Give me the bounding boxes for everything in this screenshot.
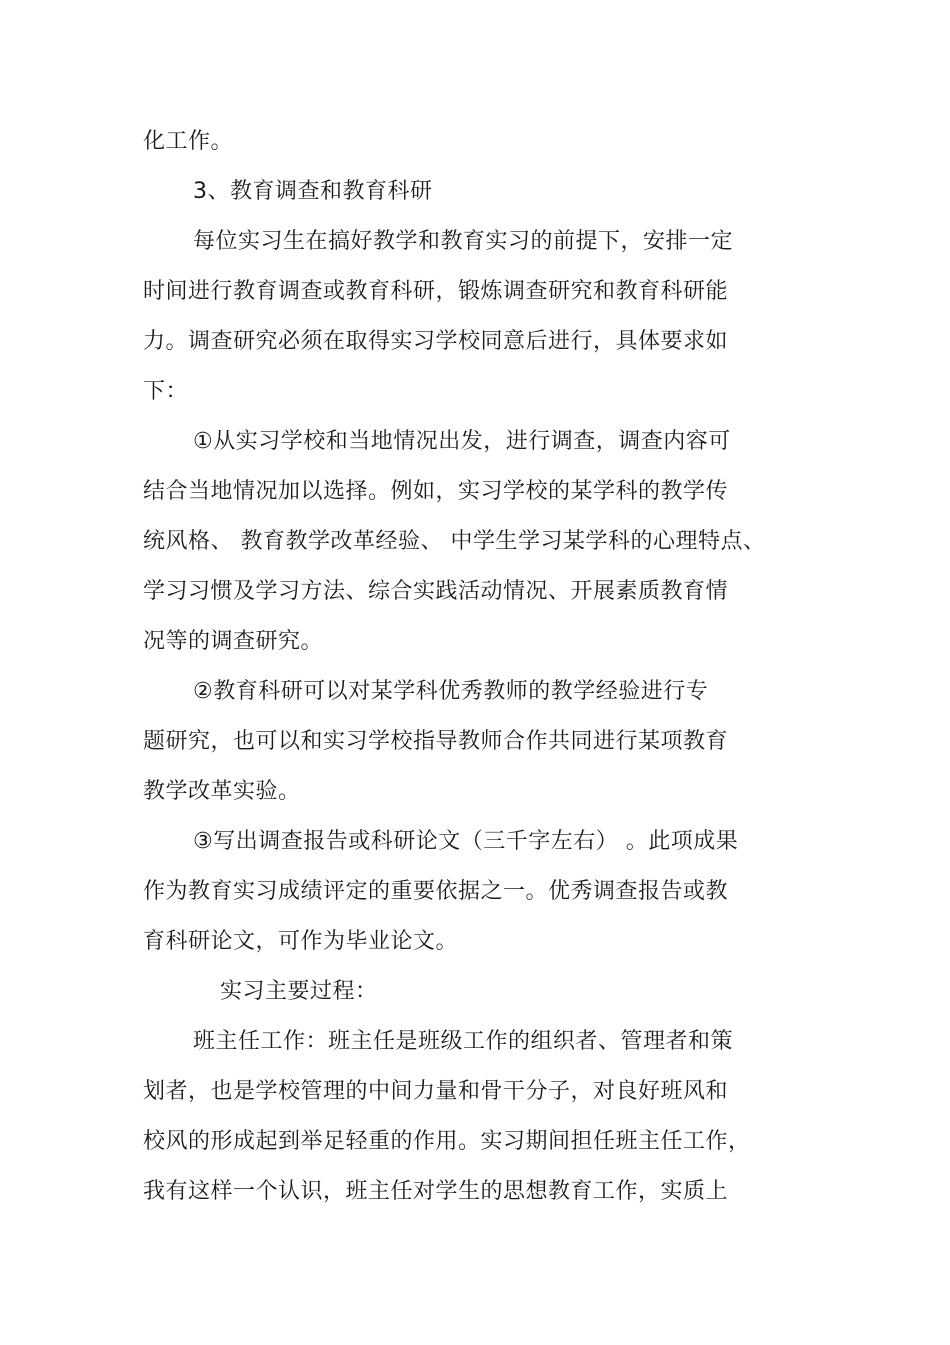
text-line: 学习习惯及学习方法、综合实践活动情况、开展素质教育情 xyxy=(143,579,729,604)
text-line: 力。调查研究必须在取得实习学校同意后进行，具体要求如 xyxy=(143,329,729,354)
text-line: 每位实习生在搞好教学和教育实习的前提下，安排一定 xyxy=(193,229,734,254)
text-line: 我有这样一个认识，班主任对学生的思想教育工作，实质上 xyxy=(143,1179,729,1204)
text-line: 班主任工作：班主任是班级工作的组织者、管理者和策 xyxy=(193,1029,734,1054)
text-line: 下： xyxy=(143,379,189,404)
section-heading: 实习主要过程： xyxy=(220,979,378,1004)
text-line: ①从实习学校和当地情况出发，进行调查，调查内容可 xyxy=(193,429,731,454)
text-line: ②教育科研可以对某学科优秀教师的教学经验进行专 xyxy=(193,679,709,704)
section-heading: 3、教育调查和教育科研 xyxy=(193,179,433,204)
text-line: 划者，也是学校管理的中间力量和骨干分子，对良好班风和 xyxy=(143,1079,729,1104)
text-line: 况等的调查研究。 xyxy=(143,629,324,654)
text-line: 校风的形成起到举足轻重的作用。实习期间担任班主任工作， xyxy=(143,1129,751,1154)
text-line: 作为教育实习成绩评定的重要依据之一。优秀调查报告或教 xyxy=(143,879,729,904)
text-line: 时间进行教育调查或教育科研，锻炼调查研究和教育科研能 xyxy=(143,279,729,304)
text-line: 育科研论文，可作为毕业论文。 xyxy=(143,929,459,954)
text-line: 结合当地情况加以选择。例如，实习学校的某学科的教学传 xyxy=(143,479,729,504)
text-line: 教学改革实验。 xyxy=(143,779,301,804)
text-line: 题研究，也可以和实习学校指导教师合作共同进行某项教育 xyxy=(143,729,729,754)
text-line: ③写出调查报告或科研论文（三千字左右） 。此项成果 xyxy=(193,829,739,854)
text-line: 化工作。 xyxy=(143,129,234,154)
text-line: 统风格、 教育教学改革经验、 中学生学习某学科的心理特点、 xyxy=(143,529,766,554)
